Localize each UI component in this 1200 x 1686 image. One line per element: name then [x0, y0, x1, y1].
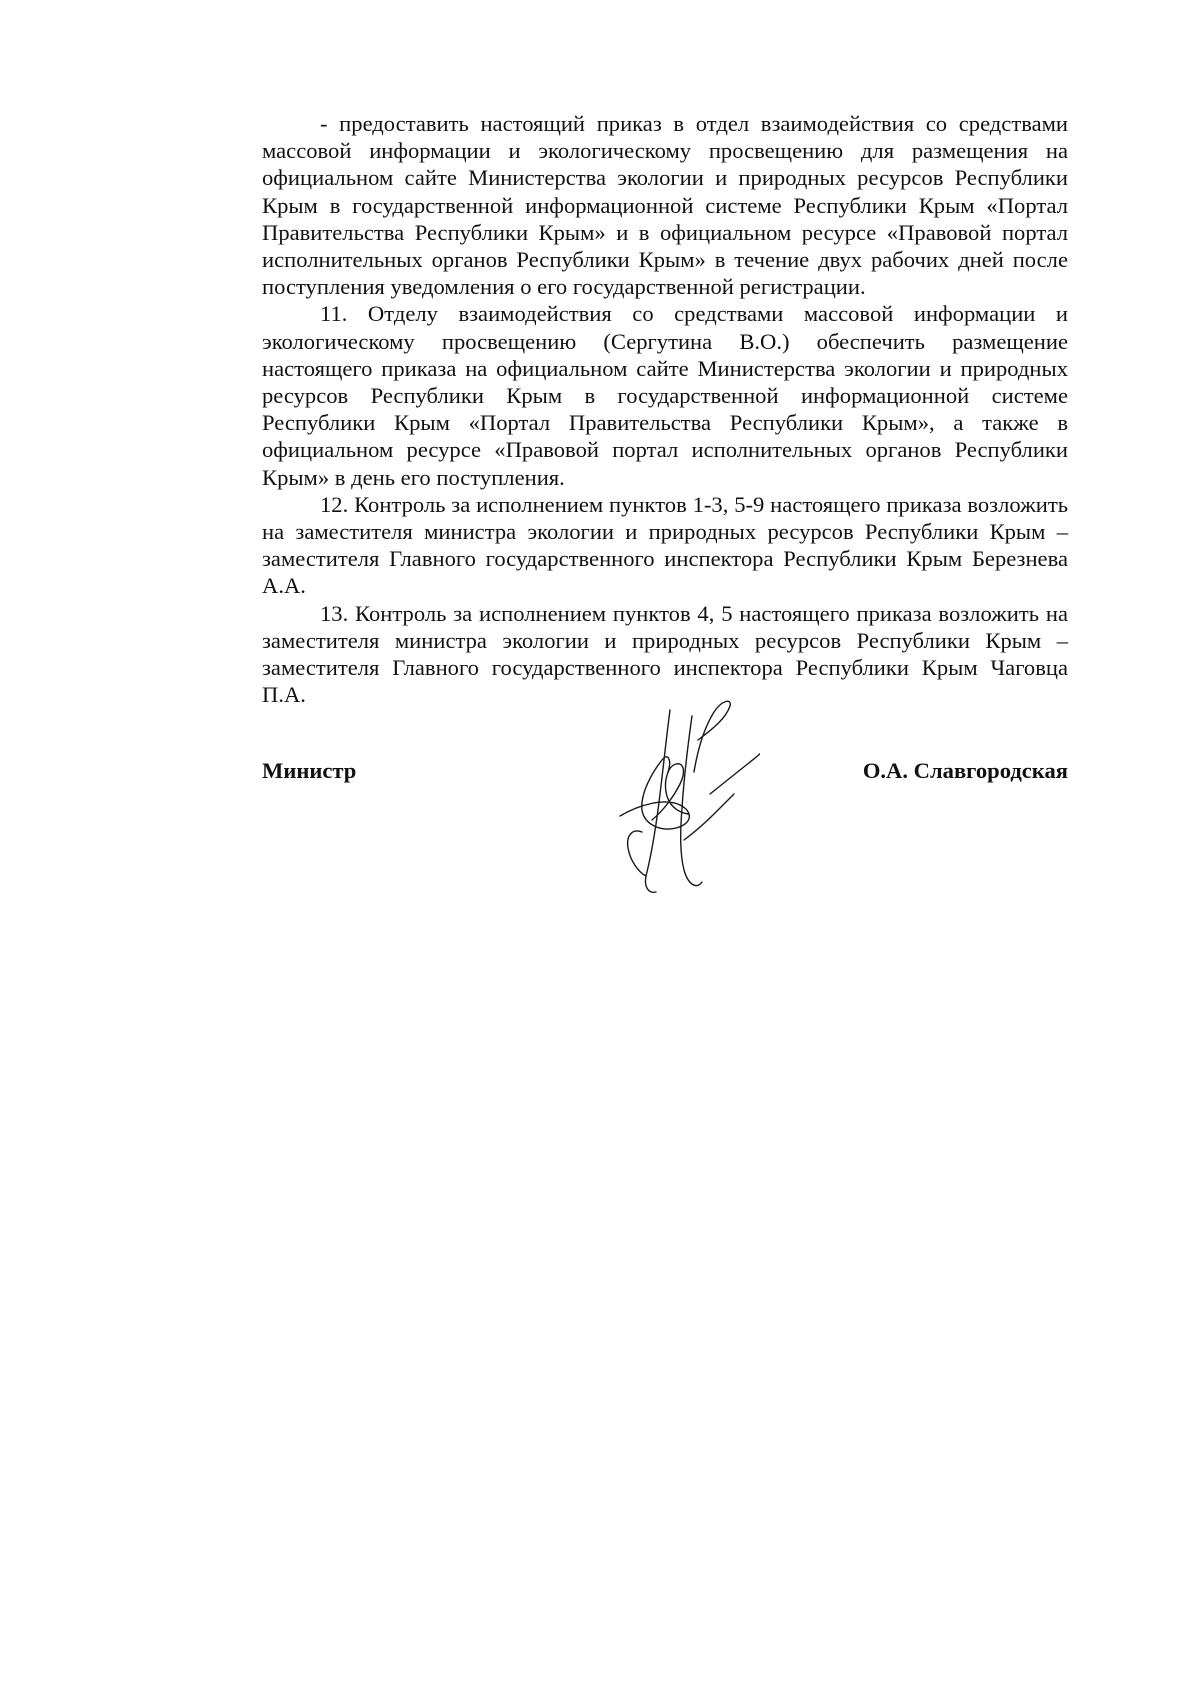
- signatory-title: Министр: [262, 758, 357, 783]
- document-body: [262, 110, 1068, 708]
- paragraph-item-12: 12. Контроль за исполнением пунктов 1-3, 5-9 настоящего приказа возложить на заместителя министра экологии и природных ресурсов Республики Крым – заместителя Главного государственного инспектора Республики Крым Березнева А.А.: [262, 491, 1068, 599]
- paragraph-item-13: 13. Контроль за исполнением пунктов 4, 5 настоящего приказа возложить на заместителя министра экологии и природных ресурсов Республики Крым – заместителя Главного государственного инспектора Республики Крым Чаговца П.А.: [262, 600, 1068, 708]
- paragraph-publication-instruction: - предоставить настоящий приказ в отдел взаимодействия со средствами массовой информации и экологическому просвещению для размещения на официальном сайте Министерства экологии и природных ресурсов Республики Крым в государственной информационной системе Республики Крым «Портал Правительства Республики Крым» и в официальном ресурсе «Правовой портал исполнительных органов Республики Крым» в течение двух рабочих дней после поступления уведомления о его государственной регистрации.: [262, 111, 1068, 300]
- signatory-name: О.А. Славгородская: [862, 758, 1068, 783]
- paragraph-item-11: 11. Отделу взаимодействия со средствами массовой информации и экологическому просвещению (Сергутина В.О.) обеспечить размещение настоящего приказа на официальном сайте Министерства экологии и природных ресурсов Республики Крым в государственной информационной системе Республики Крым «Портал Правительства Республики Крым», а также в официальном ресурсе «Правовой портал исполнительных органов Республики Крым» в день его поступления.: [262, 301, 1068, 490]
- handwritten-signature: [610, 700, 760, 900]
